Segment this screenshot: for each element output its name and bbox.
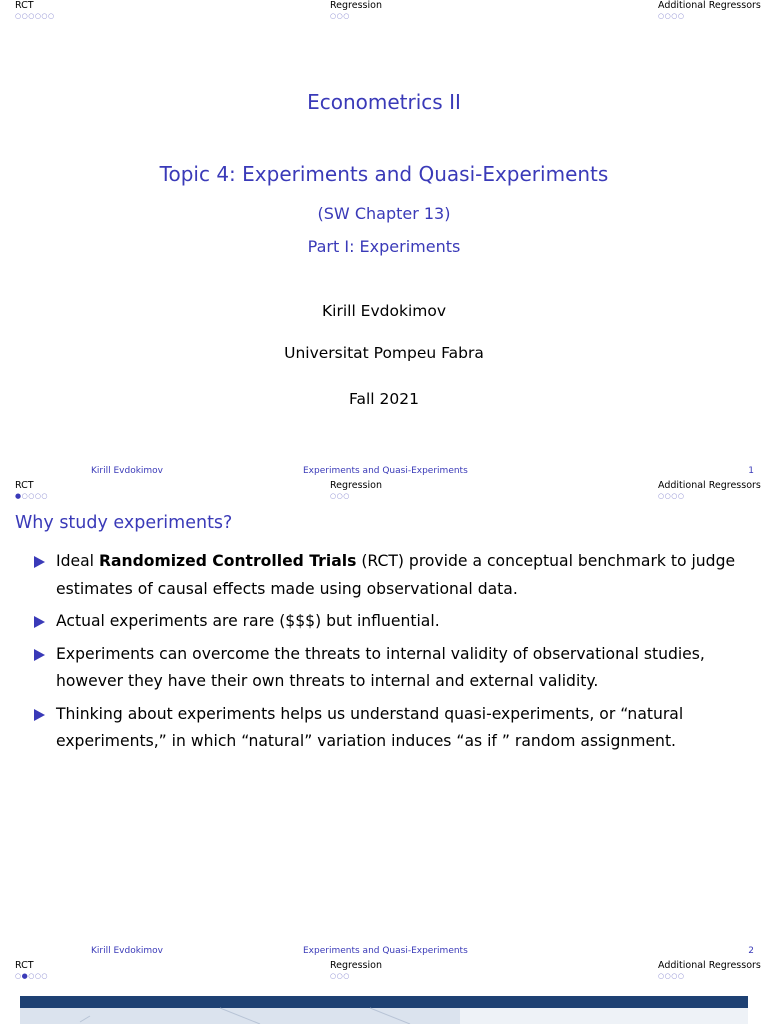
nav-section-additional-regressors[interactable] <box>658 960 761 980</box>
footer-title[interactable]: Experiments and Quasi-Experiments <box>303 946 468 956</box>
bullet-triangle-icon <box>34 616 45 628</box>
nav-section-label: Regression <box>330 480 382 491</box>
page-number: 1 <box>748 466 754 476</box>
nav-section-additional-regressors[interactable] <box>658 480 761 500</box>
nav-section-rct[interactable] <box>15 960 48 980</box>
nav-section-additional-regressors[interactable] <box>658 0 761 20</box>
bullet-triangle-icon <box>34 709 45 721</box>
nav-dots: ○○○○○○ <box>15 12 55 20</box>
footer-author[interactable]: Kirill Evdokimov <box>91 946 164 956</box>
nav-section-label: RCT <box>15 0 34 11</box>
nav-section-regression[interactable] <box>330 480 382 500</box>
footer <box>0 466 768 480</box>
page-number: 2 <box>748 946 754 956</box>
nav-dots: ○○○○ <box>658 12 685 20</box>
nav-dots: ○○○○ <box>658 492 685 500</box>
footer <box>0 946 768 960</box>
slide-1 <box>0 0 768 480</box>
nav-section-regression[interactable] <box>330 960 382 980</box>
part-subtitle: Part I: Experiments <box>307 237 461 256</box>
slide-2 <box>0 480 768 960</box>
nav-section-label: Additional Regressors <box>658 480 761 491</box>
nav-section-rct[interactable] <box>15 0 55 20</box>
bullet-triangle-icon <box>34 649 45 661</box>
nav-bar <box>0 0 768 24</box>
nav-dots: ●○○○○ <box>15 492 49 500</box>
bullet-list <box>34 548 754 761</box>
bold-term: Randomized Controlled Trials <box>98 552 357 570</box>
author-name: Kirill Evdokimov <box>321 302 446 320</box>
bullet-triangle-icon <box>34 556 45 568</box>
date: Fall 2021 <box>349 390 419 408</box>
nav-dots: ○○○○ <box>658 972 685 980</box>
nav-dots: ○○○ <box>330 492 350 500</box>
bullet-item: Actual experiments are rare ($$$) but influential. <box>34 608 754 636</box>
nav-section-label: RCT <box>15 480 34 491</box>
nav-bar <box>0 480 768 504</box>
course-title: Econometrics II <box>307 90 461 114</box>
nav-section-rct[interactable] <box>15 480 48 500</box>
frame-title: Why study experiments? <box>15 513 233 533</box>
footer-title[interactable]: Experiments and Quasi-Experiments <box>303 466 468 476</box>
nav-section-label: Regression <box>330 0 382 11</box>
nav-section-regression[interactable] <box>330 0 382 20</box>
bullet-item: Experiments can overcome the threats to internal validity of observational studies, however they have their own threats to internal and external validity. <box>34 641 754 696</box>
nav-section-label: RCT <box>15 960 34 971</box>
footer-author[interactable]: Kirill Evdokimov <box>91 466 164 476</box>
bullet-item: Thinking about experiments helps us understand quasi-experiments, or “natural experiments,” in which “natural” variation induces “as if ” random assignment. <box>34 701 754 756</box>
bullet-item: Ideal Randomized Controlled Trials (RCT) provide a conceptual benchmark to judge estimates of causal effects made using observational data. <box>34 548 754 603</box>
nav-dots: ○●○○○ <box>15 972 49 980</box>
slide-image <box>20 996 748 1024</box>
nav-dots: ○○○ <box>330 12 350 20</box>
nav-dots: ○○○ <box>330 972 350 980</box>
nav-section-label: Additional Regressors <box>658 0 761 11</box>
topic-title: Topic 4: Experiments and Quasi-Experiments <box>159 162 609 186</box>
nav-section-label: Regression <box>330 960 382 971</box>
institution: Universitat Pompeu Fabra <box>284 344 484 362</box>
image-lines-graphic <box>20 996 748 1024</box>
chapter-subtitle: (SW Chapter 13) <box>317 204 451 223</box>
nav-section-label: Additional Regressors <box>658 960 761 971</box>
nav-bar <box>0 960 768 984</box>
